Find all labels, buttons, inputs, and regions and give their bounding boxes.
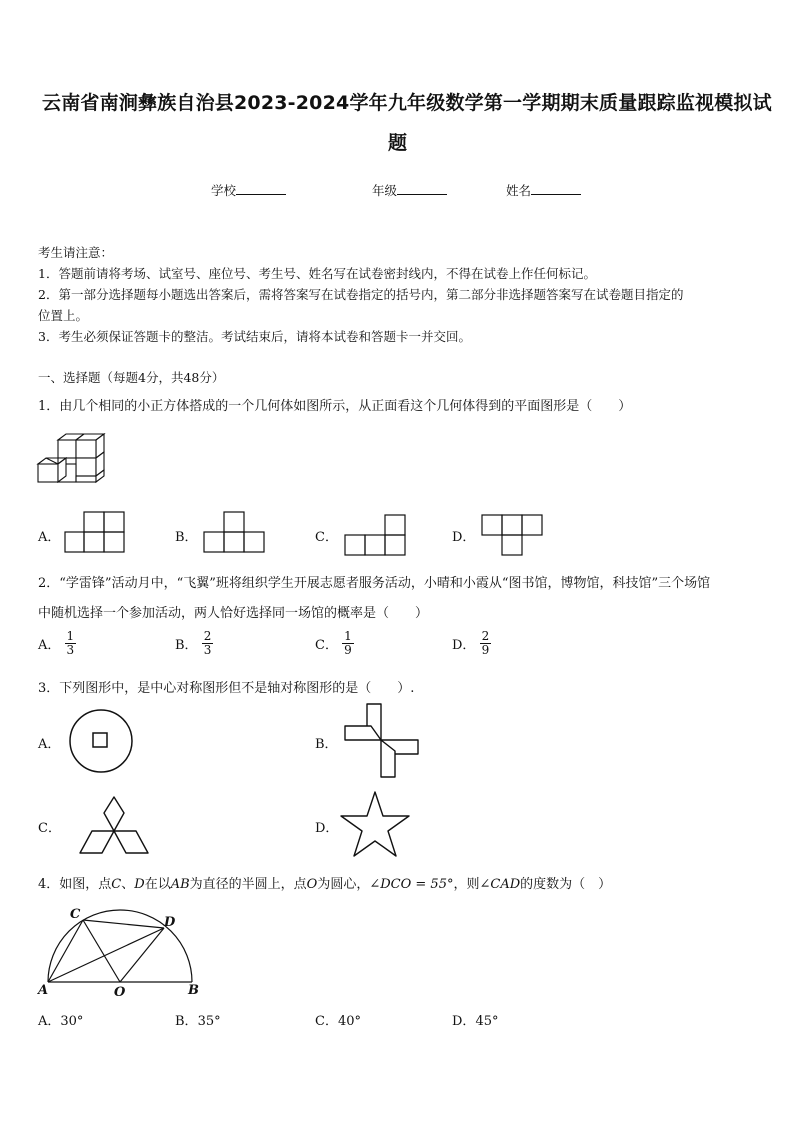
option-label: C．: [315, 638, 338, 653]
question-2-text-line1: 2．“学雷锋”活动月中，“飞翼”班将组织学生开展志愿者服务活动，小晴和小霞从“图书馆，博物馆，科技馆”三个场馆: [38, 576, 711, 591]
question-4-option-a[interactable]: [38, 1010, 83, 1029]
name-blank: [531, 182, 581, 195]
page-title-line2: 题: [388, 132, 408, 154]
question-2-option-a[interactable]: [38, 630, 76, 657]
point-a-label: A: [38, 983, 49, 998]
question-2-option-b[interactable]: [175, 630, 213, 657]
question-1-option-b-label[interactable]: B．: [175, 530, 198, 545]
fraction: $\frac{2}{9}$: [481, 629, 490, 657]
fraction: $\frac{1}{3}$: [66, 629, 75, 657]
pinwheel-icon: [343, 702, 421, 780]
option-value: 40°: [337, 1014, 361, 1029]
question-1-option-d-figure: [481, 514, 543, 556]
question-1-option-a-label[interactable]: A．: [38, 530, 61, 545]
question-2-option-d[interactable]: [452, 630, 491, 657]
notice-item-2a: 2．第一部分选择题每小题选出答案后，需将答案写在试卷指定的括号内，第二部分非选择题答案写在试卷题目指定的: [38, 287, 684, 302]
point-o-label: O: [114, 985, 126, 1000]
option-label: A．: [38, 638, 61, 653]
fraction: $\frac{2}{3}$: [203, 629, 212, 657]
question-1-option-c-figure: [344, 514, 406, 556]
page-title-line1: 云南省南涧彝族自治县2023-2024学年九年级数学第一学期期末质量跟踪监视模拟试: [42, 92, 772, 114]
question-3-text: 3．下列图形中，是中心对称图形但不是轴对称图形的是（ ）.: [38, 681, 415, 696]
school-label: 学校: [211, 183, 237, 198]
question-4-option-d[interactable]: [452, 1010, 498, 1029]
question-1-option-b-figure: [203, 511, 265, 553]
question-4-option-b[interactable]: [175, 1010, 221, 1029]
option-label: A．: [38, 1014, 61, 1029]
grade-label: 年级: [372, 183, 398, 198]
question-1-option-d-label[interactable]: D．: [452, 530, 476, 545]
question-4-text: 4．如图，点C、D在以AB为直径的半圆上，点O为圆心，∠DCO = 55°，则∠CAD的度数为（ ）: [38, 877, 612, 892]
option-label: C．: [315, 1014, 338, 1029]
grade-field: [372, 180, 447, 201]
notice-heading: 考生请注意：: [38, 245, 114, 260]
grade-blank: [397, 182, 447, 195]
option-value: 35°: [197, 1014, 221, 1029]
question-4-option-c[interactable]: [315, 1010, 361, 1029]
option-label: D．: [452, 1014, 476, 1029]
option-value: 45°: [475, 1014, 499, 1029]
question-1-text: 1．由几个相同的小正方体搭成的一个几何体如图所示，从正面看这个几何体得到的平面图形是（ ）: [38, 399, 632, 414]
option-label: B．: [175, 638, 198, 653]
three-diamonds-icon: [78, 795, 150, 857]
question-2-text-line2: 中随机选择一个参加活动，两人恰好选择同一场馆的概率是（ ）: [38, 606, 429, 621]
point-c-label: C: [70, 907, 81, 922]
star-icon: [339, 790, 411, 858]
question-1-option-c-label[interactable]: C．: [315, 530, 338, 545]
question-1-cube-figure: [36, 434, 108, 490]
question-3-option-a-label[interactable]: A．: [38, 737, 61, 752]
question-4-semicircle-figure: [36, 904, 206, 998]
question-1-option-a-figure: [64, 511, 126, 553]
name-label: 姓名: [506, 183, 532, 198]
question-2-option-c[interactable]: [315, 630, 354, 657]
question-3-option-c-label[interactable]: C．: [38, 821, 61, 836]
section-heading: 一、选择题（每题4分，共48分）: [38, 370, 225, 385]
point-d-label: D: [164, 915, 176, 930]
question-3-option-d-label[interactable]: D．: [315, 821, 339, 836]
option-label: D．: [452, 638, 476, 653]
notice-item-2b: 位置上。: [38, 308, 89, 323]
notice-item-1: 1．答题前请将考场、试室号、座位号、考生号、姓名写在试卷密封线内，不得在试卷上作任何标记。: [38, 266, 596, 281]
question-3-option-b-label[interactable]: B．: [315, 737, 338, 752]
coin-icon: [68, 708, 134, 774]
notice-item-3: 3．考生必须保证答题卡的整洁。考试结束后，请将本试卷和答题卡一并交回。: [38, 329, 471, 344]
option-label: B．: [175, 1014, 198, 1029]
fraction: $\frac{1}{9}$: [344, 629, 352, 657]
point-b-label: B: [188, 983, 199, 998]
name-field: [506, 180, 581, 201]
school-field: [211, 180, 286, 201]
option-value: 30°: [60, 1014, 84, 1029]
school-blank: [236, 182, 286, 195]
